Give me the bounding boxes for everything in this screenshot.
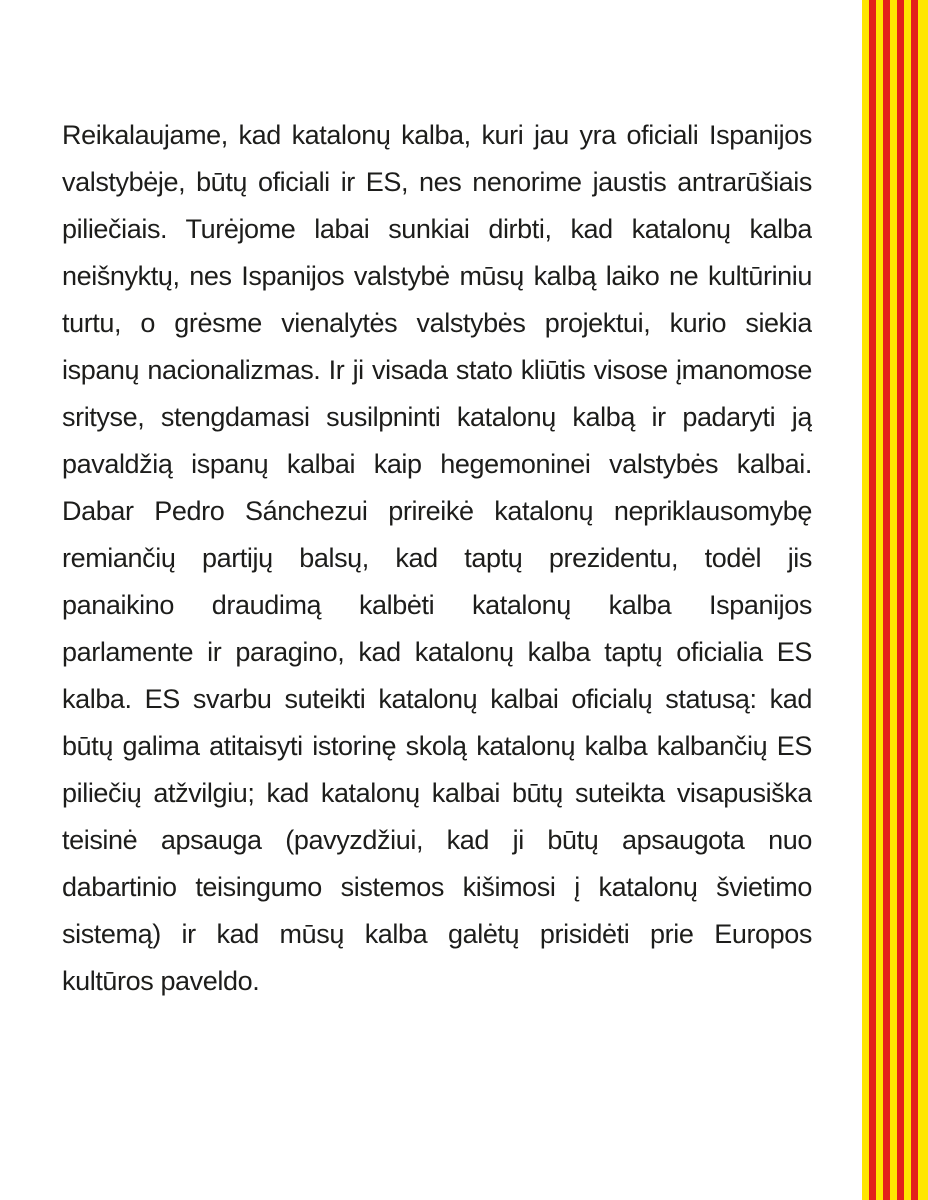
text-line: panaikino draudimą kalbėti katalonų kalba Ispanijos	[62, 590, 812, 620]
text-line: piliečiais. Turėjome labai sunkiai dirbti, kad katalonų kalba	[62, 214, 812, 244]
text-line: kultūros paveldo.	[62, 966, 260, 996]
text-line: sistemą) ir kad mūsų kalba galėtų prisidėti prie Europos	[62, 919, 812, 949]
body-paragraph	[62, 112, 812, 1005]
text-line: pavaldžią ispanų kalbai kaip hegemoninei valstybės kalbai.	[62, 449, 812, 479]
text-line: neišnyktų, nes Ispanijos valstybė mūsų kalbą laiko ne kultūriniu	[62, 261, 812, 291]
text-line: kalba. ES svarbu suteikti katalonų kalbai oficialų statusą: kad	[62, 684, 812, 714]
flag-stripe-yellow	[918, 0, 928, 1200]
flag-stripe-red	[869, 0, 876, 1200]
catalan-flag-stripes	[862, 0, 928, 1200]
flag-stripe-red	[911, 0, 918, 1200]
text-line: būtų galima atitaisyti istorinę skolą katalonų kalba kalbančių ES	[62, 731, 812, 761]
text-line: valstybėje, būtų oficiali ir ES, nes nenorime jaustis antrarūšiais	[62, 167, 812, 197]
text-line: piliečių atžvilgiu; kad katalonų kalbai būtų suteikta visapusiška	[62, 778, 812, 808]
flag-stripe-yellow	[862, 0, 869, 1200]
text-line: srityse, stengdamasi susilpninti katalonų kalbą ir padaryti ją	[62, 402, 812, 432]
text-line: teisinė apsauga (pavyzdžiui, kad ji būtų apsaugota nuo	[62, 825, 812, 855]
text-line: remiančių partijų balsų, kad taptų prezidentu, todėl jis	[62, 543, 812, 573]
flag-stripe-yellow	[904, 0, 911, 1200]
text-line: Dabar Pedro Sánchezui prireikė katalonų nepriklausomybę	[62, 496, 812, 526]
text-line: parlamente ir paragino, kad katalonų kalba taptų oficialia ES	[62, 637, 812, 667]
text-line: dabartinio teisingumo sistemos kišimosi į katalonų švietimo	[62, 872, 812, 902]
text-line: ispanų nacionalizmas. Ir ji visada stato kliūtis visose įmanomose	[62, 355, 812, 385]
flag-stripe-yellow	[890, 0, 897, 1200]
text-line: turtu, o grėsme vienalytės valstybės projektui, kurio siekia	[62, 308, 812, 338]
flag-stripe-red	[883, 0, 890, 1200]
flag-stripe-red	[897, 0, 904, 1200]
flag-stripe-yellow	[876, 0, 883, 1200]
text-line: Reikalaujame, kad katalonų kalba, kuri jau yra oficiali Ispanijos	[62, 120, 812, 150]
